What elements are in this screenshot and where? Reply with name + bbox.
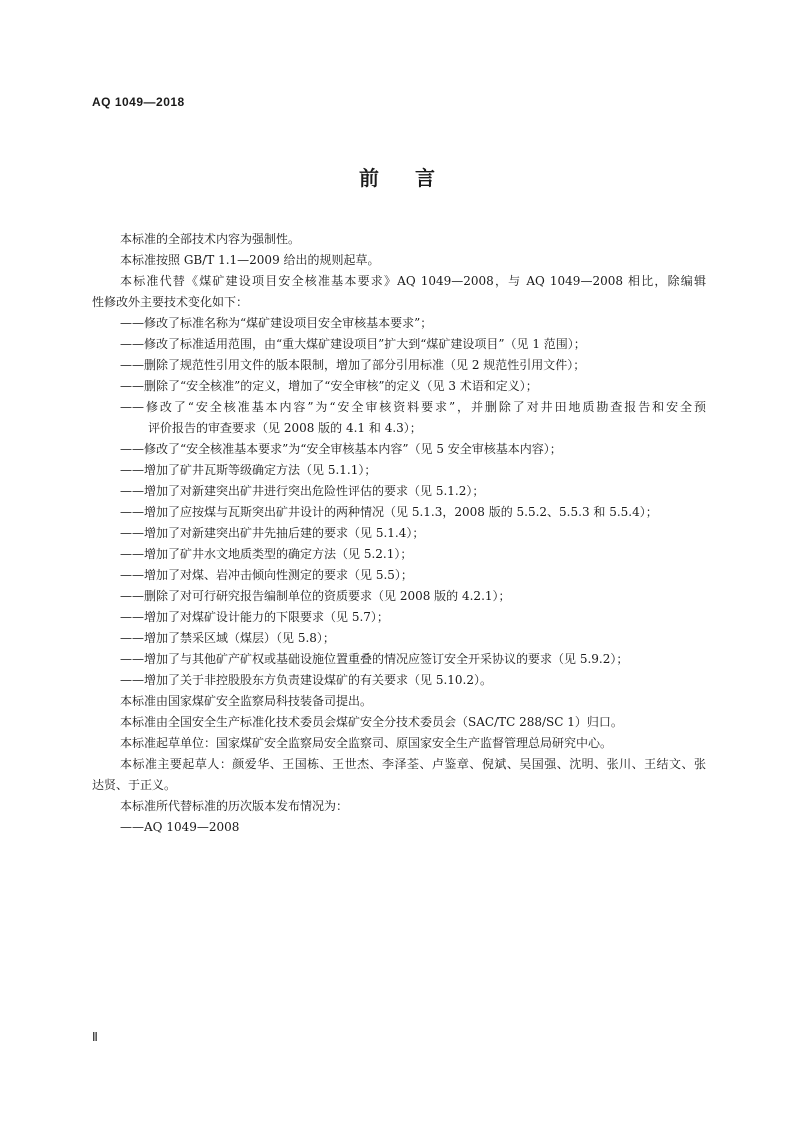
change-item: ——删除了“安全核准”的定义，增加了“安全审核”的定义（见 3 术语和定义）； bbox=[120, 379, 538, 393]
change-item: ——修改了标准适用范围，由“重大煤矿建设项目”扩大到“煤矿建设项目”（见 1 范围）； bbox=[120, 337, 586, 351]
change-item: ——增加了矿井瓦斯等级确定方法（见 5.1.1）； bbox=[120, 463, 377, 477]
paragraph-centralized-by: 本标准由全国安全生产标准化技术委员会煤矿安全分技术委员会（SAC/TC 288/SC 1）归口。 bbox=[120, 715, 623, 729]
change-item: ——修改了“安全核准基本内容”为“安全审核资料要求”，并删除了对井田地质勘查报告和安全预 bbox=[120, 400, 706, 414]
history-item: ——AQ 1049—2008 bbox=[120, 820, 240, 834]
change-item: ——增加了矿井水文地质类型的确定方法（见 5.2.1）； bbox=[120, 547, 413, 561]
paragraph-proposed-by: 本标准由国家煤矿安全监察局科技装备司提出。 bbox=[120, 694, 373, 708]
title-char-1: 前 bbox=[359, 166, 379, 190]
change-item-continuation: 评价报告的审查要求（见 2008 版的 4.1 和 4.3）； bbox=[148, 421, 422, 435]
foreword-body bbox=[92, 229, 706, 838]
change-item: ——增加了与其他矿产矿权或基础设施位置重叠的情况应签订安全开采协议的要求（见 5.9.2）； bbox=[120, 652, 629, 666]
change-item: ——增加了对煤、岩冲击倾向性测定的要求（见 5.5）； bbox=[120, 568, 413, 582]
change-item: ——删除了对可行研究报告编制单位的资质要求（见 2008 版的 4.2.1）； bbox=[120, 589, 511, 603]
page-title bbox=[0, 162, 794, 191]
change-item: ——增加了应按煤与瓦斯突出矿井设计的两种情况（见 5.1.3，2008 版的 5.5.2、5.5.3 和 5.5.4）； bbox=[120, 505, 658, 519]
title-char-2: 言 bbox=[415, 166, 435, 190]
change-item: ——增加了关于非控股股东方负责建设煤矿的有关要求（见 5.10.2）。 bbox=[120, 673, 492, 687]
change-item: ——增加了对新建突出矿井先抽后建的要求（见 5.1.4）； bbox=[120, 526, 425, 540]
change-item: ——删除了规范性引用文件的版本限制，增加了部分引用标准（见 2 规范性引用文件）； bbox=[120, 358, 586, 372]
change-item: ——修改了标准名称为“煤矿建设项目安全审核基本要求”； bbox=[120, 316, 433, 330]
paragraph-mandatory: 本标准的全部技术内容为强制性。 bbox=[120, 232, 301, 246]
paragraph-replaces-line-2: 性修改外主要技术变化如下： bbox=[92, 295, 249, 309]
paragraph-drafting-units: 本标准起草单位：国家煤矿安全监察局安全监察司、原国家安全生产监督管理总局研究中心。 bbox=[120, 736, 613, 750]
paragraph-drafters-line-1: 本标准主要起草人：颜爱华、王国栋、王世杰、李泽荃、卢鉴章、倪斌、吴国强、沈明、张川、王结文、张 bbox=[120, 757, 706, 771]
change-item: ——修改了“安全核准基本要求”为“安全审核基本内容”（见 5 安全审核基本内容）； bbox=[120, 442, 562, 456]
change-item: ——增加了对煤矿设计能力的下限要求（见 5.7）； bbox=[120, 610, 389, 624]
change-item: ——增加了禁采区域（煤层）（见 5.8）； bbox=[120, 631, 335, 645]
paragraph-replaces-line-1: 本标准代替《煤矿建设项目安全核准基本要求》AQ 1049—2008，与 AQ 1049—2008 相比，除编辑 bbox=[120, 274, 706, 288]
paragraph-drafters-line-2: 达贤、于正义。 bbox=[92, 778, 177, 792]
page-number: Ⅱ bbox=[92, 1030, 98, 1044]
paragraph-history: 本标准所代替标准的历次版本发布情况为： bbox=[120, 799, 349, 813]
change-item: ——增加了对新建突出矿井进行突出危险性评估的要求（见 5.1.2）； bbox=[120, 484, 485, 498]
standard-code-header: AQ 1049—2018 bbox=[92, 95, 185, 109]
paragraph-drafting-rules: 本标准按照 GB/T 1.1—2009 给出的规则起草。 bbox=[120, 253, 380, 267]
